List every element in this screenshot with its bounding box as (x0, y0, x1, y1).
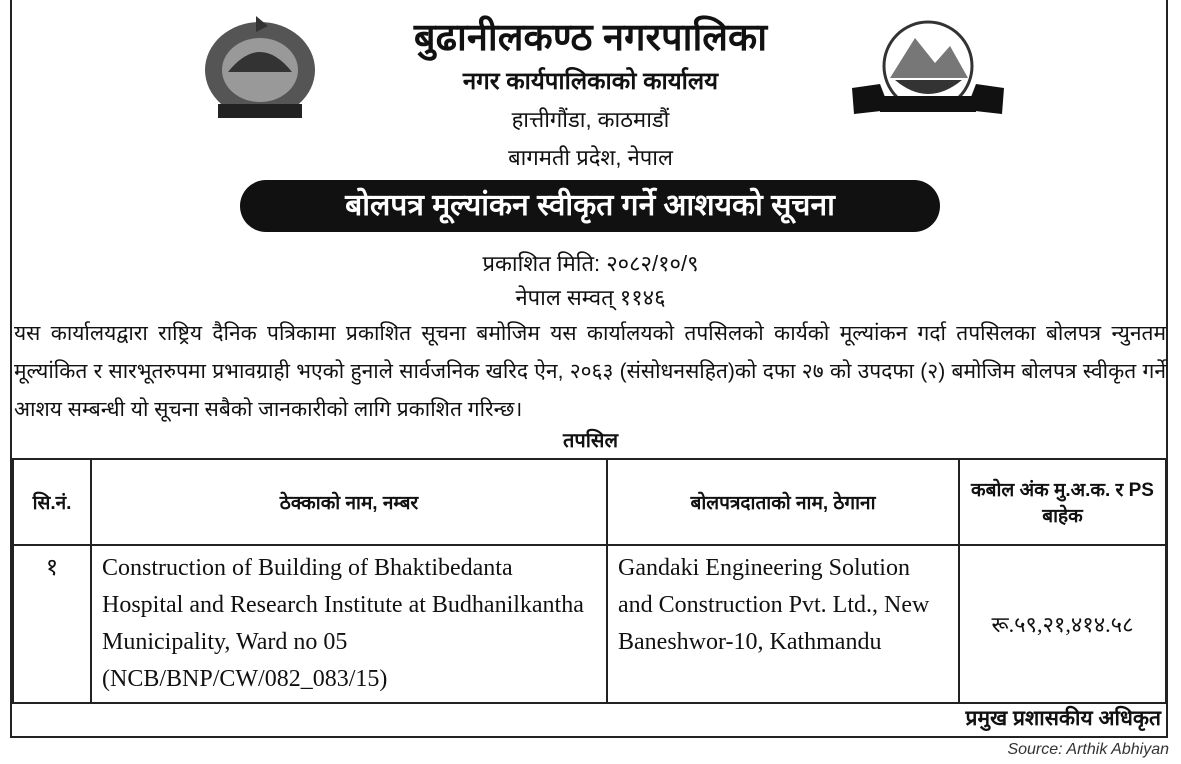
signature: प्रमुख प्रशासकीय अधिकृत (965, 707, 1161, 730)
cell-sn: १ (13, 545, 91, 703)
table-header-row (13, 459, 1166, 545)
table-row (13, 545, 1166, 703)
cell-bidder: Gandaki Engineering Solution and Construction Pvt. Ltd., New Baneshwor-10, Kathmandu (607, 545, 959, 703)
header-amount: कबोल अंक मु.अ.क. र PS बाहेक (959, 459, 1166, 545)
nepal-sambat: नेपाल सम्वत् ११४६ (515, 285, 666, 310)
header-sn: सि.नं. (13, 459, 91, 545)
header-bidder: बोलपत्रदाताको नाम, ठेगाना (607, 459, 959, 545)
municipality-title: बुढानीलकण्ठ नगरपालिका (413, 17, 768, 59)
bid-table (12, 458, 1167, 704)
header-contract: ठेक्काको नाम, नम्बर (91, 459, 607, 545)
office-subtitle: नगर कार्यपालिकाको कार्यालय (462, 68, 719, 95)
address-line-1: हात्तीगौंडा, काठमाडौं (511, 107, 670, 132)
cell-amount: रू.५९,२१,४१४.५८ (959, 545, 1166, 703)
address-line-2: बागमती प्रदेश, नेपाल (508, 145, 673, 170)
source-credit: Source: Arthik Abhiyan (1007, 741, 1169, 758)
cell-contract: Construction of Building of Bhaktibedanta Hospital and Research Institute at Budhanilkantha Municipality, Ward no 05 (NCB/BNP/CW/082_083/15) (91, 545, 607, 703)
table-title: तपसिल (562, 430, 619, 452)
notice-banner: बोलपत्र मूल्यांकन स्वीकृत गर्ने आशयको सूचना (240, 180, 940, 232)
published-date: प्रकाशित मिति: २०८२/१०/९ (482, 251, 699, 276)
notice-paragraph: यस कार्यालयद्वारा राष्ट्रिय दैनिक पत्रिकामा प्रकाशित सूचना बमोजिम यस कार्यालयको तपसिलको कार्यको मूल्यांकन गर्दा तपसिलका बोलपत्र न्युनतम मूल्यांकित र सारभूतरुपमा प्रभावग्राही भएको हुनाले सार्वजनिक खरिद ऐन, २०६३ (संसोधनसहित)को दफा २७ को उपदफा (२) बमोजिम बोलपत्र स्वीकृत गर्ने आशय सम्बन्धी यो सूचना सबैको जानकारीको लागि प्रकाशित गरिन्छ। (14, 322, 1166, 421)
